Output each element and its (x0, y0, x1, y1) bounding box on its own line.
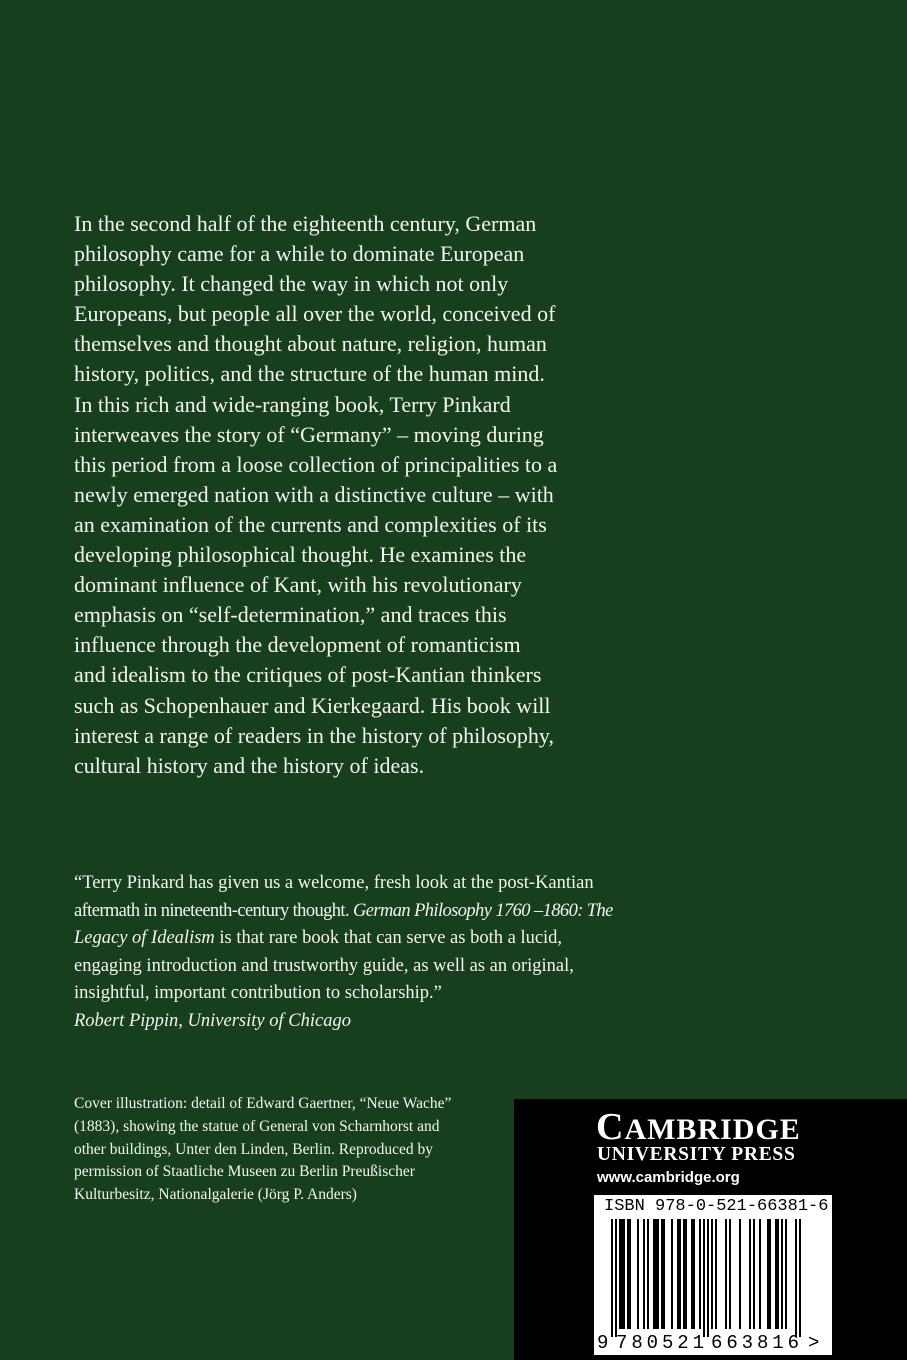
ean-left-digits: 780521 (616, 1332, 704, 1354)
description-line: and idealism to the critiques of post-Kantian thinkers (74, 662, 542, 688)
description-line: emphasis on “self-determination,” and traces this (74, 602, 507, 628)
logo-initial: C (596, 1106, 625, 1148)
quote-line (74, 898, 674, 926)
credits-line: other buildings, Unter den Linden, Berlin. Reproduced by (74, 1140, 434, 1158)
description-line: themselves and thought about nature, religion, human (74, 331, 547, 357)
quote-text: is that rare book that can serve as both a lucid, (214, 928, 563, 948)
barcode-bar (615, 1219, 617, 1337)
barcode-bar (729, 1219, 731, 1329)
barcode-bar (683, 1219, 687, 1329)
barcode-bar (775, 1219, 779, 1329)
barcode-bar (715, 1219, 717, 1329)
description-line: interweaves the story of “Germany” – moving during (74, 421, 544, 447)
barcode-bar (661, 1219, 665, 1329)
description-line: history, politics, and the structure of the human mind. (74, 361, 545, 387)
barcode (594, 1195, 832, 1355)
barcode-bar (637, 1219, 639, 1329)
description-line: newly emerged nation with a distinctive culture – with (74, 481, 554, 507)
barcode-bars (611, 1219, 801, 1337)
description-line: such as Schopenhauer and Kierkegaard. His book will (74, 692, 551, 718)
quote-line (74, 925, 674, 953)
barcode-bar (647, 1219, 649, 1329)
barcode-bar (699, 1219, 701, 1329)
description-line: influence through the development of romanticism (74, 632, 521, 658)
publisher-press: UNIVERSITY PRESS (597, 1144, 796, 1165)
quote-line: “Terry Pinkard has given us a welcome, fresh look at the post-Kantian (74, 873, 594, 893)
barcode-bar (707, 1219, 709, 1337)
description-text (74, 209, 634, 781)
isbn-text: ISBN 978-0-521-66381-6 (604, 1197, 829, 1216)
barcode-bar (781, 1219, 783, 1329)
credits-line: permission of Staatliche Museen zu Berlin Preußischer (74, 1163, 415, 1181)
barcode-bar (653, 1219, 659, 1329)
barcode-bar (677, 1219, 681, 1329)
credits-line: (1883), showing the statue of General von Scharnhorst and (74, 1117, 440, 1135)
credits-line: Cover illustration: detail of Edward Gaertner, “Neue Wache” (74, 1095, 452, 1112)
logo-rest: AMBRIDGE (624, 1113, 801, 1146)
description-line: Europeans, but people all over the world, conceived of (74, 301, 556, 327)
publisher-logo (596, 1105, 801, 1149)
book-title: Legacy of Idealism (74, 928, 215, 948)
quote-line: insightful, important contribution to scholarship.” (74, 983, 442, 1003)
description-line: philosophy. It changed the way in which not only (74, 271, 509, 297)
description-line: developing philosophical thought. He examines the (74, 542, 527, 568)
ean-quiet-zone-mark: > (808, 1332, 820, 1354)
description-line: dominant influence of Kant, with his revolutionary (74, 572, 522, 598)
description-line: philosophy came for a while to dominate European (74, 241, 525, 267)
barcode-bar (749, 1219, 751, 1329)
ean-lead-digit: 9 (597, 1332, 609, 1354)
description-line: an examination of the currents and complexities of its (74, 511, 547, 537)
description-line: cultural history and the history of ideas. (74, 752, 425, 778)
barcode-bar (711, 1219, 713, 1329)
barcode-bar (785, 1219, 787, 1329)
barcode-bar (739, 1219, 741, 1329)
barcode-bar (619, 1219, 625, 1329)
barcode-bar (753, 1219, 755, 1329)
attribution-text: Robert Pippin, University of Chicago (74, 1010, 351, 1031)
barcode-bar (611, 1219, 613, 1337)
book-title: German Philosophy 1760 –1860: The (353, 900, 613, 921)
barcode-graphic (594, 1195, 832, 1355)
barcode-bar (627, 1219, 631, 1329)
barcode-bar (725, 1219, 727, 1329)
barcode-bar (759, 1219, 761, 1329)
barcode-bar (703, 1219, 705, 1337)
publisher-panel (514, 1099, 907, 1360)
quote-line: engaging introduction and trustworthy guide, as well as an original, (74, 955, 574, 976)
barcode-bar (767, 1219, 771, 1329)
barcode-bar (795, 1219, 797, 1337)
review-quote (74, 870, 674, 1035)
barcode-bar (643, 1219, 645, 1329)
description-line: this period from a loose collection of principalities to a (74, 451, 558, 477)
quote-attribution (74, 1008, 674, 1036)
barcode-bar (671, 1219, 673, 1329)
publisher-url: www.cambridge.org (597, 1169, 740, 1186)
cover-credits (74, 1093, 494, 1207)
credits-line: Kulturbesitz, Nationalgalerie (Jörg P. Anders) (74, 1186, 357, 1204)
quote-text: aftermath in nineteenth-century thought. (74, 900, 354, 921)
description-line: In this rich and wide-ranging book, Terry Pinkard (74, 391, 511, 417)
description-line: In the second half of the eighteenth century, German (74, 211, 537, 236)
barcode-bar (691, 1219, 695, 1329)
barcode-bar (799, 1219, 801, 1337)
ean-right-digits: 663816 (711, 1332, 799, 1354)
description-line: interest a range of readers in the history of philosophy, (74, 722, 554, 748)
